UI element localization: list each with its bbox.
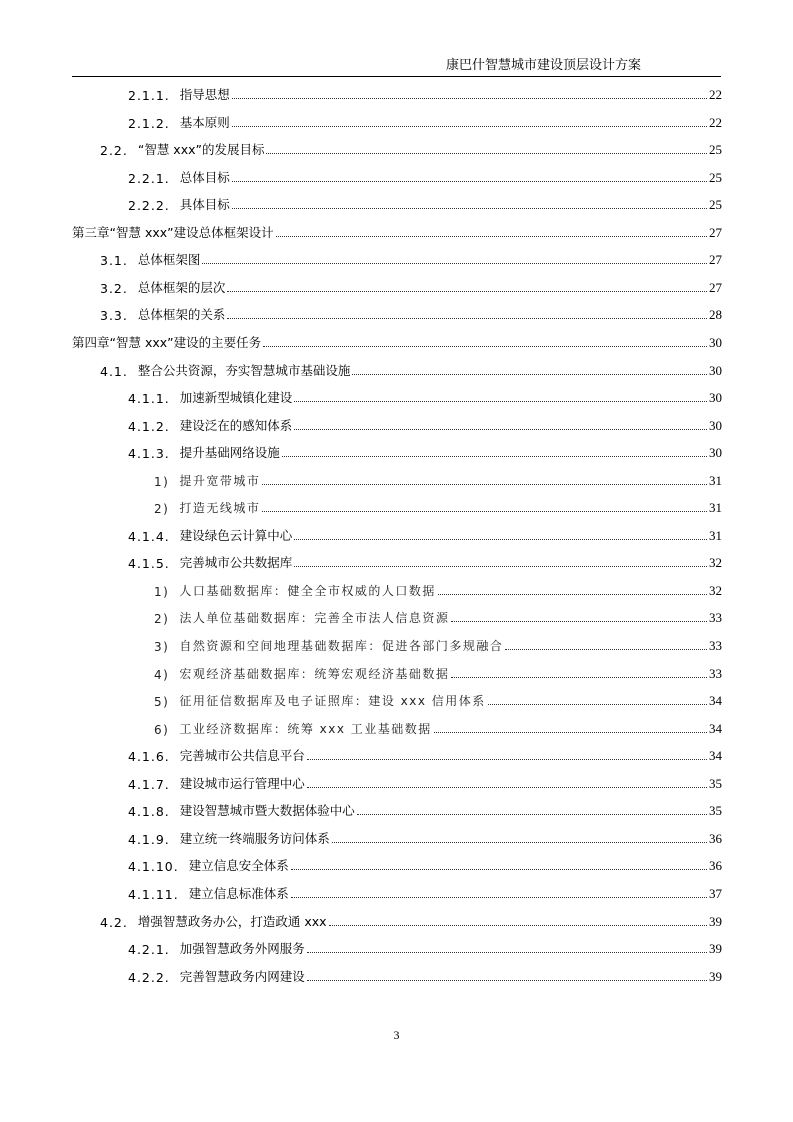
toc-entry-number: 4) bbox=[154, 667, 170, 682]
toc-dot-leader bbox=[276, 236, 707, 237]
toc-entry[interactable] bbox=[72, 490, 722, 516]
toc-entry[interactable] bbox=[72, 242, 722, 268]
toc-dot-leader bbox=[294, 429, 707, 430]
toc-dot-leader bbox=[291, 897, 707, 898]
toc-entry-page: 25 bbox=[709, 169, 722, 185]
toc-dot-leader bbox=[227, 291, 707, 292]
toc-dot-leader bbox=[232, 98, 707, 99]
toc-entry-title: 建立统一终端服务访问体系 bbox=[179, 830, 330, 846]
toc-dot-leader bbox=[307, 980, 707, 981]
toc-entry[interactable] bbox=[72, 573, 722, 599]
toc-entry-number: 4.1.9. bbox=[128, 831, 170, 847]
toc-dot-leader bbox=[232, 181, 707, 182]
toc-entry-number: 2) bbox=[154, 612, 170, 627]
toc-entry-page: 22 bbox=[709, 87, 722, 102]
toc-dot-leader bbox=[232, 208, 707, 209]
toc-entry-number: 4.1.7. bbox=[128, 776, 170, 792]
toc-entry-title: 完善城市公共信息平台 bbox=[179, 748, 305, 764]
toc-dot-leader bbox=[262, 484, 707, 485]
toc-dot-leader bbox=[282, 456, 707, 457]
toc-entry[interactable] bbox=[72, 876, 722, 902]
toc-entry-page: 28 bbox=[709, 307, 722, 323]
toc-dot-leader bbox=[505, 649, 707, 650]
toc-entry-title: 建立信息标准体系 bbox=[188, 885, 289, 901]
toc-entry[interactable] bbox=[72, 848, 722, 874]
page-number: 3 bbox=[393, 1028, 400, 1042]
toc-entry-page: 37 bbox=[709, 885, 722, 901]
toc-entry[interactable] bbox=[72, 270, 722, 296]
toc-entry-number: 4.1.2. bbox=[128, 418, 170, 434]
toc-entry[interactable] bbox=[72, 628, 722, 654]
toc-entry-page: 36 bbox=[709, 858, 722, 874]
toc-dot-leader bbox=[434, 732, 707, 733]
toc-entry-title: 总体框架的层次 bbox=[137, 279, 226, 295]
toc-entry-page: 31 bbox=[709, 527, 722, 543]
toc-entry[interactable] bbox=[72, 160, 722, 186]
toc-dot-leader bbox=[332, 842, 707, 843]
toc-entry-page: 31 bbox=[709, 500, 722, 516]
toc-entry-number: 1) bbox=[154, 584, 170, 599]
toc-dot-leader bbox=[266, 153, 707, 154]
toc-entry-number: 4.1.8. bbox=[128, 804, 170, 820]
toc-entry-number: 3.1. bbox=[100, 253, 128, 269]
toc-entry-title: 人口基础数据库：健全全市权威的人口数据 bbox=[179, 583, 436, 598]
toc-entry-number: 5) bbox=[154, 695, 170, 710]
toc-entry-title: 完善智慧政务内网建设 bbox=[179, 968, 305, 984]
toc-entry-page: 30 bbox=[709, 390, 722, 406]
toc-entry-page: 35 bbox=[709, 803, 722, 819]
toc-entry-page: 33 bbox=[709, 665, 722, 681]
toc-dot-leader bbox=[232, 126, 707, 127]
toc-entry-number: 2.2. bbox=[100, 143, 128, 159]
toc-entry-number: 4.1.5. bbox=[128, 556, 170, 572]
toc-entry-page: 35 bbox=[709, 775, 722, 791]
toc-entry-number: 2.1.2. bbox=[128, 115, 170, 131]
toc-entry-number: 4.2.1. bbox=[128, 942, 170, 958]
toc-entry[interactable] bbox=[72, 545, 722, 571]
toc-entry-page: 31 bbox=[709, 472, 722, 488]
toc-entry-title: 提升基础网络设施 bbox=[179, 445, 280, 461]
toc-entry-number: 3.3. bbox=[100, 308, 128, 324]
toc-entry-page: 27 bbox=[709, 279, 722, 295]
toc-entry-number: 3.2. bbox=[100, 280, 128, 296]
toc-entry-number: 2.1.1. bbox=[128, 88, 170, 103]
toc-entry[interactable] bbox=[72, 600, 722, 626]
toc-entry-page: 30 bbox=[709, 417, 722, 433]
toc-entry-title: 完善城市公共数据库 bbox=[179, 555, 293, 571]
toc-entry-title: 基本原则 bbox=[179, 114, 230, 130]
toc-entry-page: 22 bbox=[709, 114, 722, 130]
toc-entry-title: 建立信息安全体系 bbox=[188, 858, 289, 874]
toc-entry[interactable] bbox=[72, 518, 722, 544]
toc-entry-page: 25 bbox=[709, 142, 722, 158]
toc-entry-number: 4.1.3. bbox=[128, 446, 170, 462]
toc-entry-page: 30 bbox=[709, 362, 722, 378]
toc-entry-page: 33 bbox=[709, 610, 722, 626]
toc-entry-number: 3) bbox=[154, 640, 170, 654]
toc-entry-page: 27 bbox=[709, 224, 722, 240]
toc-dot-leader bbox=[294, 539, 707, 540]
toc-entry-page: 33 bbox=[709, 638, 722, 653]
toc-entry[interactable] bbox=[72, 656, 722, 682]
toc-entry-title: 征用征信数据库及电子证照库：建设 xxx 信用体系 bbox=[179, 694, 486, 709]
toc-entry[interactable] bbox=[72, 793, 722, 819]
toc-entry-page: 30 bbox=[709, 334, 722, 350]
toc-dot-leader bbox=[294, 566, 707, 567]
toc-dot-leader bbox=[488, 704, 707, 705]
toc-dot-leader bbox=[291, 869, 707, 870]
toc-entry[interactable] bbox=[72, 766, 722, 792]
toc-dot-leader bbox=[307, 759, 707, 760]
toc-entry-title: 第四章“智慧 xxx”建设的主要任务 bbox=[72, 334, 262, 350]
toc-entry-number: 4.1.10. bbox=[128, 859, 179, 875]
toc-entry-title: “智慧 xxx”的发展目标 bbox=[137, 142, 265, 158]
toc-entry-number: 4.1.1. bbox=[128, 391, 170, 407]
toc-dot-leader bbox=[307, 787, 707, 788]
toc-entry-number: 2.2.2. bbox=[128, 198, 170, 214]
toc-entry-title: 整合公共资源，夯实智慧城市基础设施 bbox=[137, 362, 351, 378]
toc-dot-leader bbox=[307, 952, 707, 953]
toc-dot-leader bbox=[227, 318, 707, 319]
toc-entry-number: 4.1.6. bbox=[128, 749, 170, 765]
toc-entry[interactable] bbox=[72, 77, 722, 103]
toc-entry[interactable] bbox=[72, 821, 722, 847]
toc-entry-title: 加速新型城镇化建设 bbox=[179, 390, 293, 406]
toc-entry[interactable] bbox=[72, 738, 722, 764]
toc-entry[interactable] bbox=[72, 215, 722, 241]
toc-entry-title: 自然资源和空间地理基础数据库：促进各部门多规融合 bbox=[179, 639, 504, 653]
toc-entry-page: 32 bbox=[709, 555, 722, 571]
toc-entry-title: 宏观经济基础数据库：统筹宏观经济基础数据 bbox=[179, 666, 450, 681]
toc-entry[interactable] bbox=[72, 408, 722, 434]
toc-entry-title: 建设泛在的感知体系 bbox=[179, 417, 293, 433]
toc-entry-title: 建设城市运行管理中心 bbox=[179, 775, 305, 791]
toc-entry-number: 1) bbox=[154, 474, 170, 489]
toc-entry-page: 34 bbox=[709, 748, 722, 764]
toc-entry-number: 2.2.1. bbox=[128, 170, 170, 186]
toc-entry-title: 具体目标 bbox=[179, 197, 230, 213]
toc-entry-title: 打造无线城市 bbox=[179, 501, 261, 516]
toc-entry-number: 4.1.11. bbox=[128, 886, 179, 902]
toc-entry-title: 提升宽带城市 bbox=[179, 473, 261, 488]
toc-entry[interactable] bbox=[72, 711, 722, 737]
toc-entry-number: 2) bbox=[154, 502, 170, 517]
toc-entry-title: 工业经济数据库：统筹 xxx 工业基础数据 bbox=[179, 721, 432, 736]
toc-entry-title: 建设智慧城市暨大数据体验中心 bbox=[179, 803, 355, 819]
toc-entry[interactable] bbox=[72, 904, 722, 930]
toc-entry[interactable] bbox=[72, 132, 722, 158]
toc-entry-number: 4.2.2. bbox=[128, 969, 170, 985]
running-header-title: 康巴什智慧城市建设顶层设计方案 bbox=[445, 58, 641, 73]
toc-entry[interactable] bbox=[72, 435, 722, 461]
toc-entry-page: 30 bbox=[709, 445, 722, 461]
toc-dot-leader bbox=[202, 263, 707, 264]
toc-entry[interactable] bbox=[72, 463, 722, 489]
toc-dot-leader bbox=[263, 346, 707, 347]
toc-entry-page: 36 bbox=[709, 830, 722, 846]
toc-entry-number: 6) bbox=[154, 722, 170, 737]
toc-entry[interactable] bbox=[72, 297, 722, 323]
toc-entry[interactable] bbox=[72, 959, 722, 985]
toc-entry[interactable] bbox=[72, 187, 722, 213]
toc-dot-leader bbox=[357, 814, 707, 815]
toc-entry[interactable] bbox=[72, 105, 722, 131]
toc-entry-number: 4.1. bbox=[100, 363, 128, 379]
toc-entry-page: 39 bbox=[709, 913, 722, 929]
toc-entry-title: 总体框架图 bbox=[137, 252, 201, 268]
toc-entry-page: 34 bbox=[709, 720, 722, 736]
toc-entry[interactable] bbox=[72, 325, 722, 351]
toc-dot-leader bbox=[352, 374, 707, 375]
toc-entry[interactable] bbox=[72, 931, 722, 957]
toc-entry-title: 第三章“智慧 xxx”建设总体框架设计 bbox=[72, 224, 274, 240]
toc-entry-page: 25 bbox=[709, 197, 722, 213]
toc-entry-page: 27 bbox=[709, 252, 722, 268]
toc-entry[interactable] bbox=[72, 380, 722, 406]
toc-entry-title: 总体目标 bbox=[179, 169, 230, 185]
toc-entry-page: 39 bbox=[709, 968, 722, 984]
toc-entry-page: 34 bbox=[709, 693, 722, 709]
toc-entry-page: 32 bbox=[709, 582, 722, 598]
toc-entry-title: 加强智慧政务外网服务 bbox=[179, 941, 305, 957]
toc-entry[interactable] bbox=[72, 353, 722, 379]
toc-entry[interactable] bbox=[72, 683, 722, 709]
toc-entry-title: 总体框架的关系 bbox=[137, 307, 226, 323]
toc-dot-leader bbox=[329, 925, 707, 926]
toc-dot-leader bbox=[294, 401, 707, 402]
toc-entry-title: 法人单位基础数据库：完善全市法人信息资源 bbox=[179, 611, 450, 626]
toc-entry-number: 4.2. bbox=[100, 914, 128, 930]
toc-dot-leader bbox=[262, 511, 707, 512]
toc-entry-title: 增强智慧政务办公，打造政通 xxx bbox=[137, 913, 327, 929]
toc-dot-leader bbox=[438, 594, 707, 595]
toc-dot-leader bbox=[451, 677, 707, 678]
toc-entry-page: 39 bbox=[709, 941, 722, 957]
toc-entry-title: 指导思想 bbox=[179, 87, 230, 102]
toc-dot-leader bbox=[451, 621, 707, 622]
toc-entry-title: 建设绿色云计算中心 bbox=[179, 527, 293, 543]
toc-entry-number: 4.1.4. bbox=[128, 528, 170, 544]
